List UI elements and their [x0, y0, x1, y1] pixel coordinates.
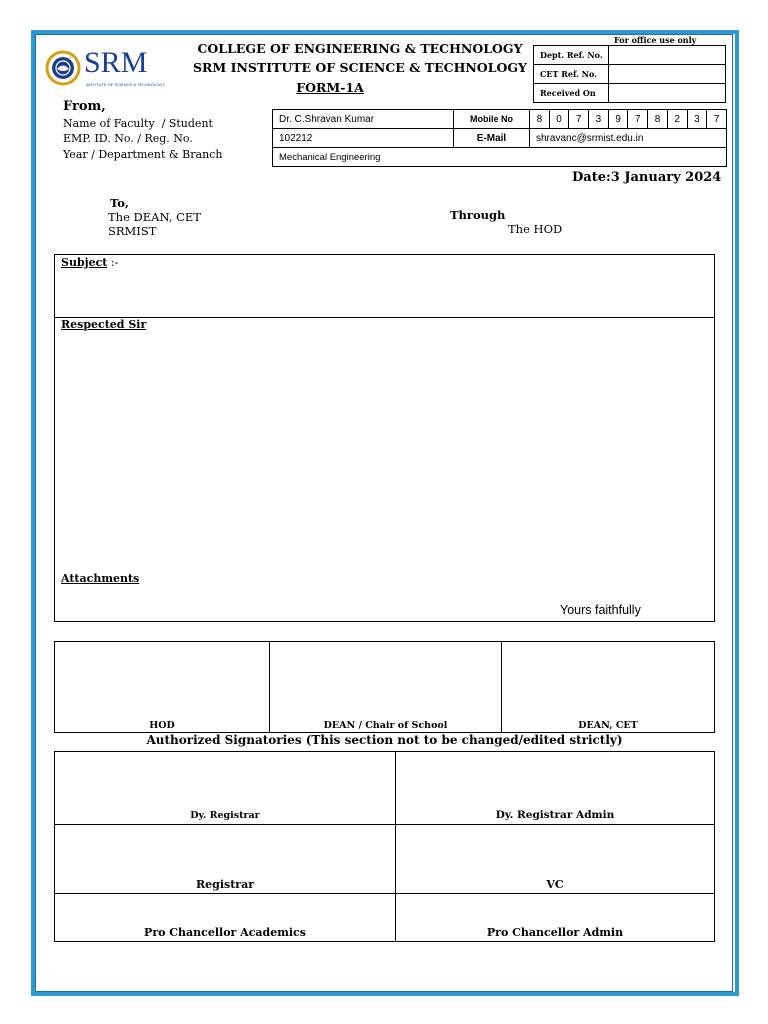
- from-label-id: EMP. ID. No. / Reg. No.: [63, 132, 193, 145]
- registrar-label: Registrar: [195, 878, 254, 891]
- to-line2: SRMIST: [108, 224, 157, 238]
- through-line1: The HOD: [508, 222, 563, 236]
- logo-wordmark: SRM: [84, 46, 148, 79]
- mobile-digit[interactable]: 7: [569, 110, 589, 129]
- mobile-digit[interactable]: 8: [530, 110, 550, 129]
- office-label: Received On: [534, 84, 609, 103]
- hod-signature-cell[interactable]: [55, 642, 270, 733]
- college-title: COLLEGE OF ENGINEERING & TECHNOLOGY: [197, 41, 523, 56]
- authorized-table: [54, 751, 715, 942]
- institute-title: SRM INSTITUTE OF SCIENCE & TECHNOLOGY: [193, 60, 527, 75]
- date-text: Date:3 January 2024: [572, 170, 722, 185]
- mobile-digit[interactable]: 7: [628, 110, 648, 129]
- salutation: Respected Sir: [61, 318, 147, 331]
- mobile-label: Mobile No: [454, 110, 530, 129]
- logo-tagline: INSTITUTE OF SCIENCE & TECHNOLOGY: [86, 82, 166, 87]
- email-label: E-Mail: [454, 129, 530, 148]
- cet-ref-input[interactable]: [609, 65, 726, 84]
- from-heading: From,: [63, 99, 106, 114]
- office-label: Dept. Ref. No.: [534, 46, 609, 65]
- vc-cell[interactable]: [396, 825, 715, 894]
- subject-divider: [55, 317, 714, 318]
- dy-registrar-cell[interactable]: [55, 752, 396, 825]
- hod-label: HOD: [149, 720, 175, 731]
- to-line1: The DEAN, CET: [108, 210, 201, 224]
- authorized-title: Authorized Signatories (This section not to be changed/edited strictly): [146, 733, 623, 747]
- mobile-digit[interactable]: 7: [707, 110, 727, 129]
- vc-label: VC: [546, 878, 564, 891]
- mobile-digit[interactable]: 9: [608, 110, 628, 129]
- office-label: CET Ref. No.: [534, 65, 609, 84]
- subject-suffix: :-: [107, 256, 119, 269]
- subject-line[interactable]: [61, 256, 118, 269]
- office-use-title: For office use only: [614, 35, 697, 45]
- details-table: [272, 109, 727, 167]
- received-on-input[interactable]: [609, 84, 726, 103]
- name-field[interactable]: Dr. C.Shravan Kumar: [273, 110, 454, 129]
- srm-emblem-icon: [44, 50, 82, 86]
- pro-chancellor-admin-label: Pro Chancellor Admin: [486, 926, 624, 939]
- dean-chair-label: DEAN / Chair of School: [323, 720, 448, 731]
- dy-registrar-label: Dy. Registrar: [190, 810, 260, 821]
- dean-cet-label: DEAN, CET: [578, 720, 638, 731]
- mobile-digit[interactable]: 2: [667, 110, 687, 129]
- registrar-cell[interactable]: [55, 825, 396, 894]
- from-label-dept: Year / Department & Branch: [63, 148, 223, 161]
- pro-chancellor-academics-label: Pro Chancellor Academics: [144, 926, 306, 939]
- mobile-digit[interactable]: 0: [549, 110, 569, 129]
- form-title: FORM-1A: [296, 80, 364, 95]
- dean-cet-signature-cell[interactable]: [502, 642, 715, 733]
- mobile-digit[interactable]: 3: [589, 110, 609, 129]
- emp-id-field[interactable]: 102212: [273, 129, 454, 148]
- dy-registrar-admin-cell[interactable]: [396, 752, 715, 825]
- attachments-label: Attachments: [61, 572, 140, 585]
- dept-ref-input[interactable]: [609, 46, 726, 65]
- from-label-name: Name of Faculty / Student: [63, 117, 213, 130]
- pro-chancellor-academics-cell[interactable]: [55, 894, 396, 942]
- letter-box: [54, 254, 715, 622]
- dean-chair-signature-cell[interactable]: [270, 642, 502, 733]
- office-use-table: [533, 45, 726, 103]
- closing-text: Yours faithfully: [560, 603, 641, 617]
- to-heading: To,: [110, 196, 129, 210]
- pro-chancellor-admin-cell[interactable]: [396, 894, 715, 942]
- dy-registrar-admin-label: Dy. Registrar Admin: [495, 809, 615, 821]
- approvals-table: [54, 641, 715, 733]
- department-field[interactable]: Mechanical Engineering: [273, 148, 727, 167]
- subject-label: Subject: [61, 256, 108, 269]
- mobile-digit[interactable]: 3: [687, 110, 707, 129]
- through-heading: Through: [450, 208, 506, 222]
- mobile-digit[interactable]: 8: [648, 110, 668, 129]
- srm-logo: [44, 46, 166, 92]
- email-field[interactable]: shravanc@srmist.edu.in: [530, 129, 727, 148]
